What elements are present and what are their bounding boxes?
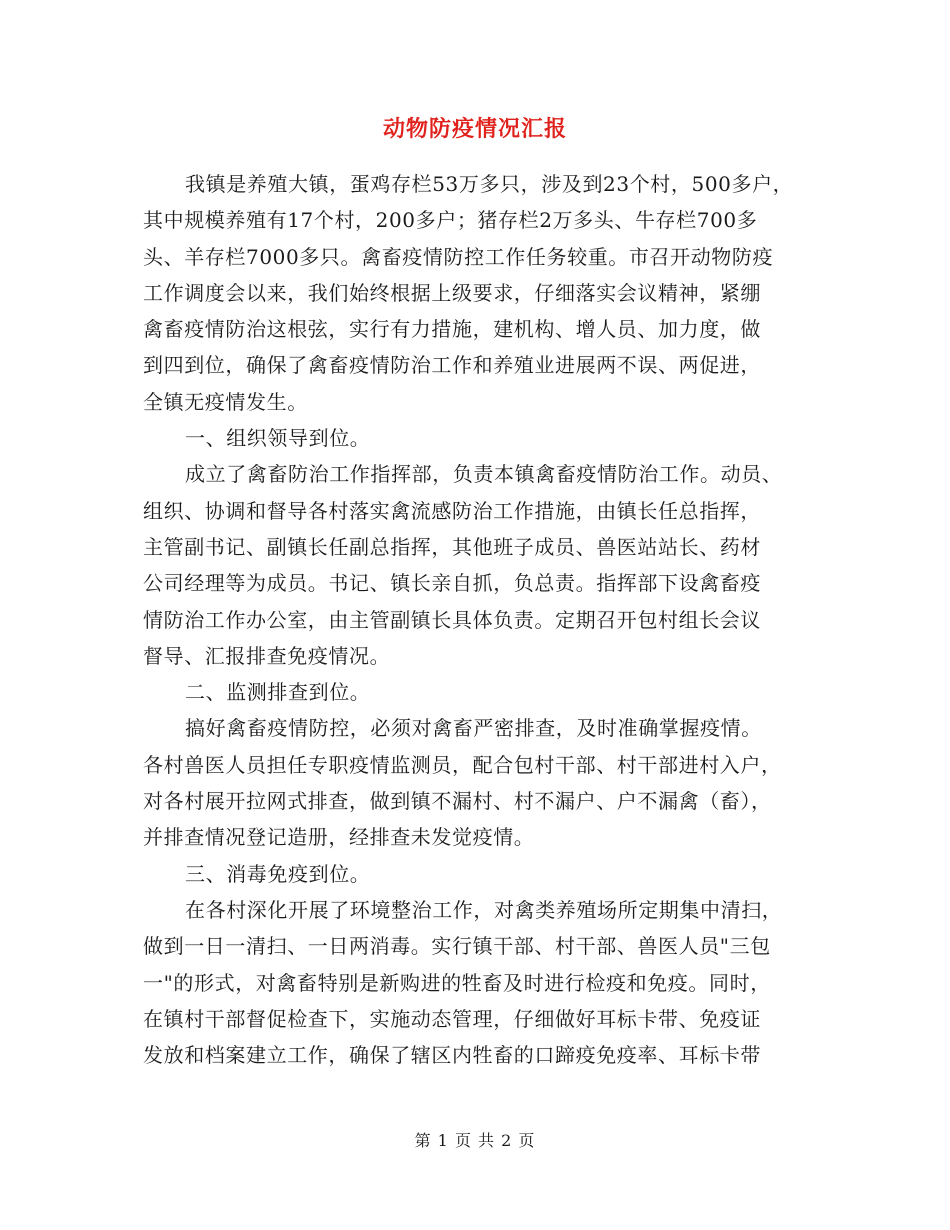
text-line: 一"的形式，对禽畜特别是新购进的牲畜及时进行检疫和免疫。同时， <box>143 970 771 995</box>
text-line: 禽畜疫情防治这根弦，实行有力措施，建机构、增人员、加力度，做 <box>143 317 761 342</box>
text-line: 组织、协调和督导各村落实禽流感防治工作措施，由镇长任总指挥， <box>143 498 761 523</box>
text-line: 并排查情况登记造册，经排查未发觉疫情。 <box>143 825 535 850</box>
document-body <box>143 166 833 1073</box>
text-line: 工作调度会以来，我们始终根据上级要求，仔细落实会议精神，紧绷 <box>143 280 761 305</box>
text-line: 成立了禽畜防治工作指挥部，负责本镇禽畜疫情防治工作。动员、 <box>185 462 783 487</box>
text-line: 到四到位，确保了禽畜疫情防治工作和养殖业进展两不误、两促进， <box>143 353 761 378</box>
text-line: 做到一日一清扫、一日两消毒。实行镇干部、村干部、兽医人员"三包 <box>143 934 771 959</box>
text-line: 二、监测排查到位。 <box>185 680 371 705</box>
text-line: 一、组织领导到位。 <box>185 426 371 451</box>
text-line: 各村兽医人员担任专职疫情监测员，配合包村干部、村干部进村入户， <box>143 752 782 777</box>
text-line: 搞好禽畜疫情防控，必须对禽畜严密排查，及时准确掌握疫情。 <box>185 716 762 741</box>
text-line: 在镇村干部督促检查下，实施动态管理，仔细做好耳标卡带、免疫证 <box>143 1006 761 1031</box>
text-line: 我镇是养殖大镇，蛋鸡存栏53万多只，涉及到23个村，500多户， <box>185 172 794 196</box>
text-line: 情防治工作办公室，由主管副镇长具体负责。定期召开包村组长会议 <box>143 607 761 632</box>
document-title: 动物防疫情况汇报 <box>382 116 567 142</box>
text-line: 对各村展开拉网式排查，做到镇不漏村、村不漏户、户不漏禽（畜）， <box>143 789 772 814</box>
text-line: 其中规模养殖有17个村，200多户；猪存栏2万多头、牛存栏700多 <box>143 208 758 233</box>
text-line: 发放和档案建立工作，确保了辖区内牲畜的口蹄疫免疫率、耳标卡带 <box>143 1043 761 1068</box>
text-line: 头、羊存栏7000多只。禽畜疫情防控工作任务较重。市召开动物防疫 <box>143 244 774 269</box>
text-line: 三、消毒免疫到位。 <box>185 861 371 886</box>
text-line: 主管副书记、副镇长任副总指挥，其他班子成员、兽医站站长、药材 <box>143 534 761 559</box>
text-line: 公司经理等为成员。书记、镇长亲自抓，负总责。指挥部下设禽畜疫 <box>143 571 761 596</box>
page-footer: 第 1 页 共 2 页 <box>414 1131 536 1150</box>
text-line: 督导、汇报排查免疫情况。 <box>143 643 391 668</box>
text-line: 全镇无疫情发生。 <box>143 389 308 414</box>
text-line: 在各村深化开展了环境整治工作，对禽类养殖场所定期集中清扫， <box>185 897 783 922</box>
